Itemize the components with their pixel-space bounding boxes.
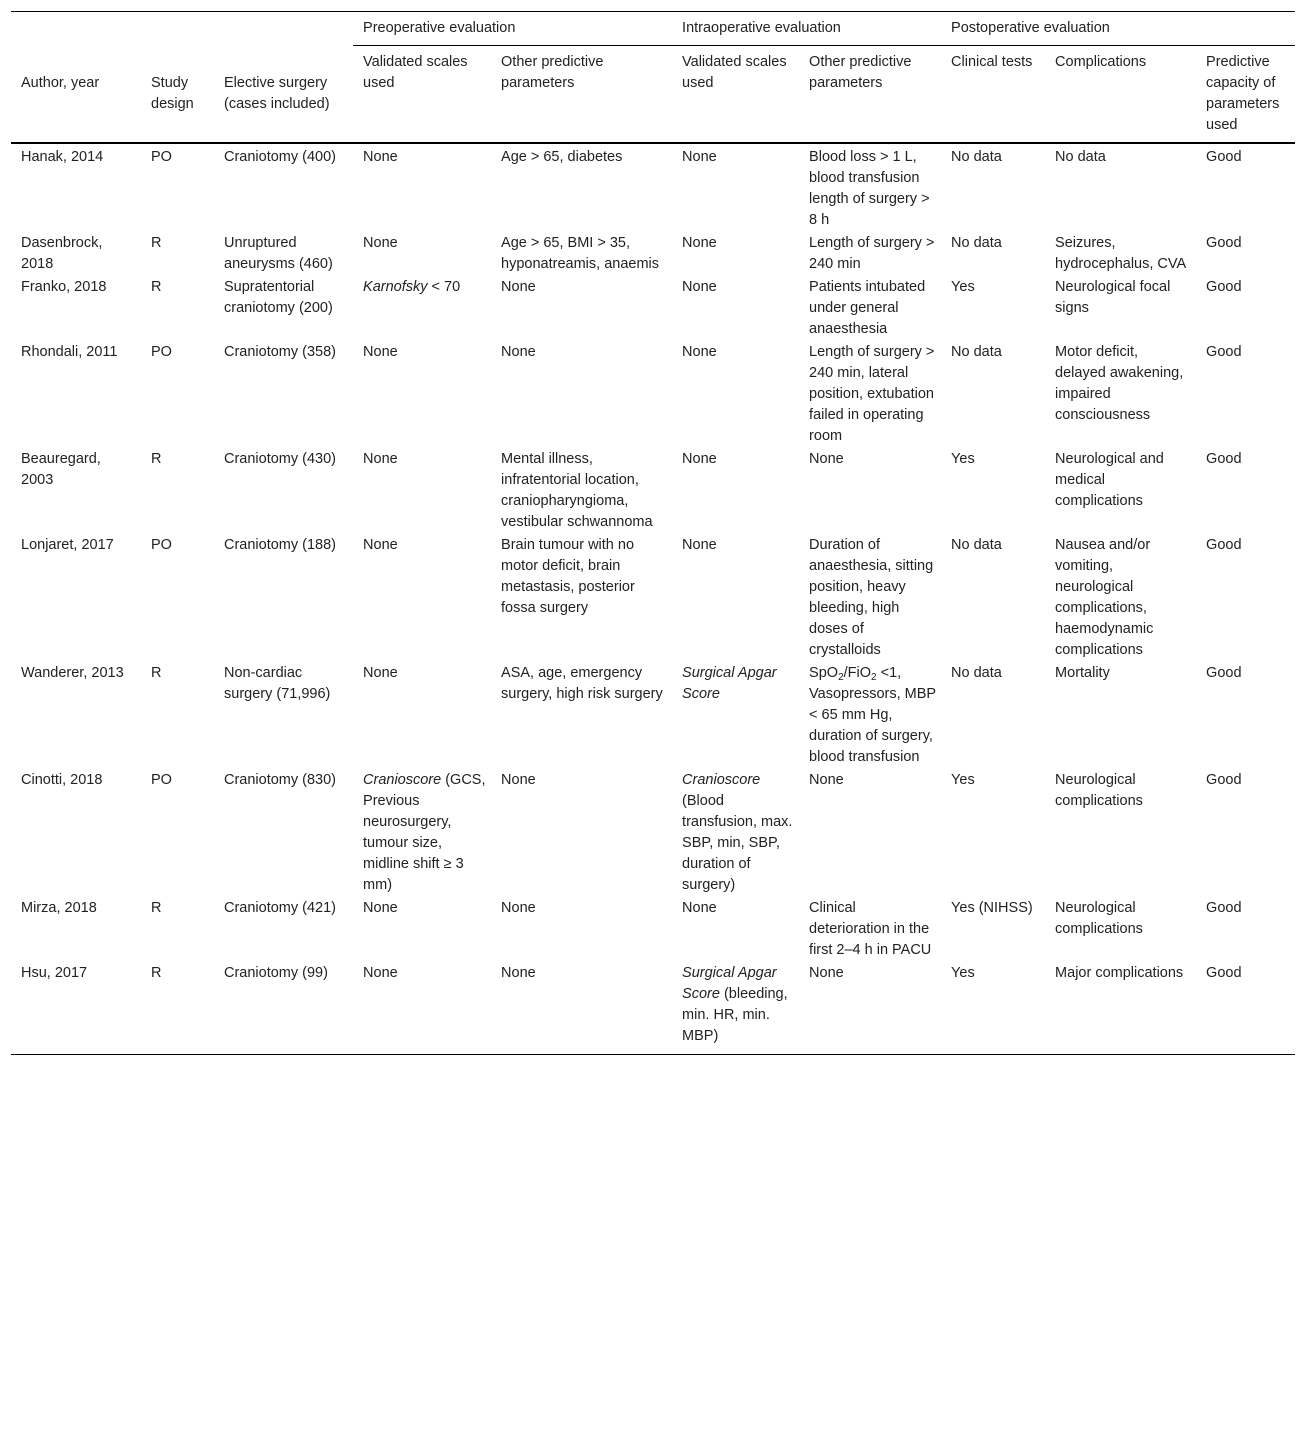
cell-intra-validated: [672, 233, 799, 277]
cell-complications: Motor deficit, delayed awakening, impaired consciousness: [1055, 344, 1184, 423]
cell-pre-validated: [353, 535, 491, 663]
cell-author: Hanak, 2014: [21, 149, 104, 165]
table-row: [11, 342, 1295, 449]
cell-author: Wanderer, 2013: [21, 665, 124, 681]
scale-detail: None: [363, 344, 398, 360]
cell-pre-validated: [353, 663, 491, 770]
scale-name: Surgical Apgar Score: [682, 665, 777, 702]
cell-clinical-tests: No data: [951, 344, 1002, 360]
formula-part: /FiO: [843, 665, 872, 681]
cell-pre-other: ASA, age, emergency surgery, high risk surgery: [501, 665, 663, 702]
cell-design: R: [151, 665, 162, 681]
col-header-elective-surgery-label: Elective surgery (cases included): [224, 74, 330, 112]
cell-capacity: Good: [1206, 344, 1242, 360]
cell-clinical-tests: Yes (NIHSS): [951, 900, 1033, 916]
cell-pre-validated: [353, 342, 491, 449]
scale-detail: None: [363, 235, 398, 251]
cell-intra-validated: [672, 963, 799, 1055]
table-row: [11, 963, 1295, 1055]
cell-surgery: Craniotomy (830): [224, 772, 337, 788]
cell-author: Rhondali, 2011: [21, 344, 118, 360]
cell-design: PO: [151, 344, 172, 360]
table-row: [11, 143, 1295, 233]
cell-complications: Neurological focal signs: [1055, 279, 1171, 316]
group-header-row: [11, 12, 1295, 46]
scale-detail: None: [682, 235, 717, 251]
scale-detail: None: [363, 537, 398, 553]
table-row: [11, 770, 1295, 898]
cell-capacity: Good: [1196, 963, 1295, 1055]
cell-design: R: [151, 451, 162, 467]
cell-clinical-tests: Yes: [951, 279, 975, 295]
cell-pre-validated: [353, 143, 491, 233]
scale-detail: (GCS, Previous neurosurgery, tumour size, midline shift ≥ 3 mm): [363, 772, 486, 893]
cell-surgery: Craniotomy (358): [224, 344, 337, 360]
cell-clinical-tests: No data: [951, 235, 1002, 251]
scale-name: Cranioscore: [682, 772, 761, 788]
col-header-elective-surgery: [214, 46, 353, 144]
col-header-intra-validated: Validated scales used: [682, 54, 787, 91]
col-header-predictive-capacity: Predictive capacity of parameters used: [1206, 54, 1280, 133]
cell-capacity: Good: [1206, 665, 1242, 681]
col-header-complications: Complications: [1055, 54, 1147, 70]
scale-name: Karnofsky: [363, 279, 428, 295]
formula-part: SpO: [809, 665, 839, 681]
cell-surgery: Craniotomy (430): [224, 451, 337, 467]
cell-capacity: Good: [1206, 149, 1242, 165]
cell-surgery: Craniotomy (99): [214, 963, 353, 1055]
cell-pre-other: None: [491, 963, 672, 1055]
col-header-study-design-label: Study design: [151, 74, 194, 112]
cell-surgery: Craniotomy (188): [224, 537, 337, 553]
cell-complications: Neurological complications: [1055, 900, 1143, 937]
cell-capacity: Good: [1206, 900, 1242, 916]
cell-pre-validated: [353, 449, 491, 535]
cell-capacity: Good: [1206, 537, 1242, 553]
cell-complications: Mortality: [1055, 665, 1110, 681]
col-header-study-design: [141, 46, 214, 144]
cell-intra-validated: [672, 277, 799, 342]
cell-author: Hsu, 2017: [11, 963, 141, 1055]
table-row: [11, 898, 1295, 963]
col-header-pre-validated: Validated scales used: [363, 54, 468, 91]
cell-intra-other: Blood loss > 1 L, blood transfusion length of surgery > 8 h: [809, 149, 930, 228]
cell-complications: Seizures, hydrocephalus, CVA: [1055, 235, 1187, 272]
cell-intra-other: Patients intubated under general anaesthesia: [809, 279, 926, 337]
scale-detail: None: [682, 149, 717, 165]
table-body: [11, 143, 1295, 1055]
scale-detail: None: [682, 279, 717, 295]
cell-design: R: [141, 963, 214, 1055]
cell-complications: Nausea and/or vomiting, neurological complications, haemodynamic complications: [1055, 537, 1154, 658]
scale-detail: None: [682, 344, 717, 360]
cell-intra-other: Length of surgery > 240 min: [809, 235, 935, 272]
cell-complications: No data: [1055, 149, 1106, 165]
cell-pre-validated: [353, 277, 491, 342]
column-header-row: [11, 46, 1295, 144]
col-header-author-year: [11, 46, 141, 144]
group-header-intraoperative: Intraoperative evaluation: [672, 12, 941, 46]
cell-capacity: Good: [1206, 451, 1242, 467]
cell-surgery: Craniotomy (400): [224, 149, 337, 165]
cell-surgery: Supratentorial craniotomy (200): [224, 279, 333, 316]
cell-intra-other: Length of surgery > 240 min, lateral position, extubation failed in operating room: [809, 344, 935, 444]
cell-clinical-tests: No data: [951, 665, 1002, 681]
scale-detail: None: [363, 451, 398, 467]
cell-design: PO: [151, 149, 172, 165]
scale-detail: None: [363, 965, 398, 981]
cell-surgery: Unruptured aneurysms (460): [224, 235, 333, 272]
cell-pre-other: Mental illness, infratentorial location, craniopharyngioma, vestibular schwannoma: [501, 451, 653, 530]
col-header-clinical-tests: Clinical tests: [951, 54, 1033, 70]
table-row: [11, 663, 1295, 770]
cell-intra-validated: [672, 663, 799, 770]
cell-pre-validated: [353, 898, 491, 963]
col-header-intra-other: Other predictive parameters: [809, 54, 912, 91]
cell-intra-validated: [672, 535, 799, 663]
col-header-pre-other: Other predictive parameters: [501, 54, 604, 91]
cell-author: Franko, 2018: [21, 279, 107, 295]
formula-subscript: 2: [838, 672, 844, 683]
table-row: [11, 277, 1295, 342]
scale-name: Surgical Apgar Score: [682, 965, 777, 1002]
cell-pre-validated: [353, 963, 491, 1055]
col-header-author-year-label: Author, year: [21, 74, 100, 91]
cell-intra-validated: [672, 770, 799, 898]
table-header: [11, 12, 1295, 144]
cell-capacity: Good: [1206, 235, 1242, 251]
cell-complications: Neurological and medical complications: [1055, 451, 1164, 509]
cell-surgery: Non-cardiac surgery (71,996): [224, 665, 331, 702]
scale-detail: None: [682, 537, 717, 553]
scale-detail: (Blood transfusion, max. SBP, min, SBP, duration of surgery): [682, 793, 793, 893]
scale-name: Cranioscore: [363, 772, 442, 788]
cell-clinical-tests: No data: [951, 149, 1002, 165]
cell-intra-validated: [672, 898, 799, 963]
cell-author: Lonjaret, 2017: [21, 537, 114, 553]
cell-author: Dasenbrock, 2018: [21, 235, 103, 272]
cell-pre-validated: [353, 770, 491, 898]
cell-intra-other: Duration of anaesthesia, sitting position, heavy bleeding, high doses of crystalloids: [809, 537, 934, 658]
studies-table: [11, 11, 1295, 1055]
cell-pre-other: None: [501, 344, 536, 360]
group-header-preoperative: Preoperative evaluation: [353, 12, 672, 46]
cell-pre-other: None: [501, 900, 536, 916]
cell-intra-validated: [672, 342, 799, 449]
cell-intra-other: None: [799, 963, 941, 1055]
cell-design: PO: [151, 772, 172, 788]
group-header-spacer: [11, 12, 353, 46]
table-row: [11, 535, 1295, 663]
cell-complications: Major complications: [1045, 963, 1196, 1055]
formula-part: <1, Vasopressors, MBP < 65 mm Hg, duration of surgery, blood transfusion: [809, 665, 936, 765]
scale-detail: None: [363, 149, 398, 165]
cell-author: Mirza, 2018: [21, 900, 97, 916]
cell-intra-validated: [672, 143, 799, 233]
cell-pre-other: None: [501, 279, 536, 295]
cell-intra-other: [799, 663, 941, 770]
group-header-postoperative: Postoperative evaluation: [941, 12, 1295, 46]
cell-surgery: Craniotomy (421): [224, 900, 337, 916]
cell-clinical-tests: Yes: [941, 963, 1045, 1055]
cell-pre-validated: [353, 233, 491, 277]
cell-capacity: Good: [1206, 772, 1242, 788]
cell-design: R: [151, 900, 162, 916]
cell-clinical-tests: Yes: [951, 772, 975, 788]
cell-pre-other: Age > 65, diabetes: [501, 149, 623, 165]
cell-intra-validated: [672, 449, 799, 535]
scale-detail: None: [682, 451, 717, 467]
cell-pre-other: None: [501, 772, 536, 788]
table-row: [11, 449, 1295, 535]
cell-intra-other: None: [809, 451, 844, 467]
cell-intra-other: None: [809, 772, 844, 788]
scale-detail: None: [682, 900, 717, 916]
cell-capacity: Good: [1206, 279, 1242, 295]
table-row: [11, 233, 1295, 277]
cell-design: R: [151, 235, 162, 251]
cell-intra-other: Clinical deterioration in the first 2–4 h in PACU: [809, 900, 932, 958]
scale-detail: None: [363, 665, 398, 681]
cell-author: Cinotti, 2018: [21, 772, 103, 788]
cell-complications: Neurological complications: [1055, 772, 1143, 809]
cell-author: Beauregard, 2003: [21, 451, 101, 488]
scale-detail: < 70: [427, 279, 461, 295]
cell-clinical-tests: No data: [951, 537, 1002, 553]
cell-design: R: [151, 279, 162, 295]
formula-subscript: 2: [871, 672, 877, 683]
scale-detail: None: [363, 900, 398, 916]
cell-pre-other: Brain tumour with no motor deficit, brain metastasis, posterior fossa surgery: [501, 537, 635, 616]
cell-design: PO: [151, 537, 172, 553]
scale-detail: (bleeding, min. HR, min. MBP): [682, 986, 788, 1044]
cell-clinical-tests: Yes: [951, 451, 975, 467]
cell-pre-other: Age > 65, BMI > 35, hyponatreamis, anaemis: [501, 235, 660, 272]
